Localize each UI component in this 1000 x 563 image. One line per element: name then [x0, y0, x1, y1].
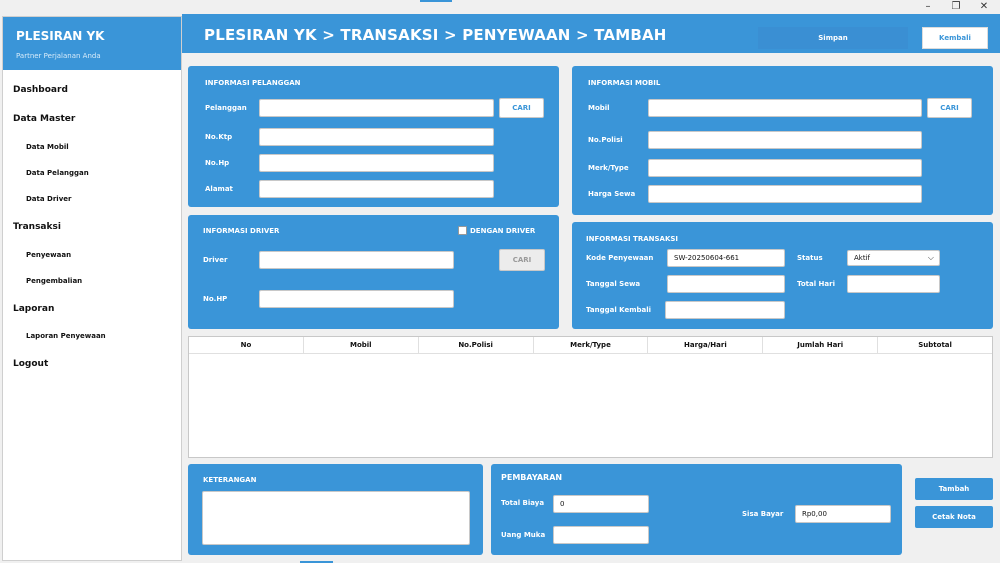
brand-subtitle: Partner Perjalanan Anda — [16, 52, 101, 60]
column-header-no[interactable]: No — [189, 337, 304, 353]
notes-textarea[interactable] — [202, 491, 470, 545]
add-button[interactable]: Tambah — [915, 478, 993, 500]
car-search-button[interactable]: CARI — [927, 98, 972, 118]
print-receipt-button[interactable]: Cetak Nota — [915, 506, 993, 528]
down-payment-input[interactable] — [553, 526, 649, 544]
restore-button[interactable]: ❐ — [951, 1, 961, 12]
sidebar-item-data-pelanggan[interactable]: Data Pelanggan — [26, 169, 89, 177]
rental-price-label: Harga Sewa — [588, 190, 636, 198]
car-label: Mobil — [588, 104, 610, 112]
sidebar-item-transaksi[interactable]: Transaksi — [13, 222, 61, 232]
notes-title: KETERANGAN — [203, 476, 257, 484]
sidebar-item-dashboard[interactable]: Dashboard — [13, 85, 68, 95]
driver-info-title: INFORMASI DRIVER — [203, 227, 280, 235]
rental-date-label: Tanggal Sewa — [586, 280, 641, 288]
window-titlebar — [0, 0, 1000, 14]
customer-search-button[interactable]: CARI — [499, 98, 544, 118]
table-header — [189, 337, 992, 354]
return-date-input[interactable] — [665, 301, 785, 319]
page-title: PLESIRAN YK > TRANSAKSI > PENYEWAAN > TAMBAH — [204, 26, 667, 44]
driver-label: Driver — [203, 256, 228, 264]
driver-phone-label: No.HP — [203, 295, 228, 303]
sidebar-item-data-mobil[interactable]: Data Mobil — [26, 143, 69, 151]
address-label: Alamat — [205, 185, 233, 193]
plate-label: No.Polisi — [588, 136, 623, 144]
sidebar-item-penyewaan[interactable]: Penyewaan — [26, 251, 72, 259]
down-payment-label: Uang Muka — [501, 531, 546, 539]
total-cost-input[interactable] — [553, 495, 649, 513]
status-value: Aktif — [854, 254, 870, 262]
minimize-button[interactable]: – — [925, 1, 931, 12]
sidebar-item-laporan-penyewaan[interactable]: Laporan Penyewaan — [26, 332, 106, 340]
driver-info-panel — [188, 215, 559, 329]
customer-phone-label: No.Hp — [205, 159, 230, 167]
sidebar — [2, 16, 182, 561]
total-days-input[interactable] — [847, 275, 940, 293]
customer-phone-input[interactable] — [259, 154, 494, 172]
rental-code-label: Kode Penyewaan — [586, 254, 654, 262]
remaining-label: Sisa Bayar — [742, 510, 784, 518]
column-header-plate[interactable]: No.Polisi — [419, 337, 534, 353]
notes-panel — [188, 464, 483, 555]
sidebar-brand — [3, 17, 181, 70]
transaction-info-panel — [572, 222, 993, 329]
car-info-title: INFORMASI MOBIL — [588, 79, 661, 87]
remaining-input[interactable] — [795, 505, 891, 523]
column-header-car[interactable]: Mobil — [304, 337, 419, 353]
car-info-panel — [572, 66, 993, 215]
driver-input[interactable] — [259, 251, 454, 269]
plate-input[interactable] — [648, 131, 922, 149]
sidebar-item-data-driver[interactable]: Data Driver — [26, 195, 72, 203]
driver-phone-input[interactable] — [259, 290, 454, 308]
chevron-down-icon: ⌵ — [927, 253, 934, 262]
ktp-label: No.Ktp — [205, 133, 233, 141]
column-header-subtotal[interactable]: Subtotal — [918, 341, 952, 349]
payment-title: PEMBAYARAN — [501, 473, 563, 482]
sidebar-item-data-master[interactable]: Data Master — [13, 114, 76, 124]
back-button[interactable]: Kembali — [922, 27, 988, 49]
status-label: Status — [797, 254, 823, 262]
column-header-price-per-day[interactable]: Harga/Hari — [648, 337, 763, 353]
return-date-label: Tanggal Kembali — [586, 306, 652, 314]
payment-panel — [491, 464, 902, 555]
save-button[interactable]: Simpan — [758, 27, 908, 49]
total-days-label: Total Hari — [797, 280, 835, 288]
with-driver-checkbox[interactable] — [458, 226, 467, 235]
sidebar-item-laporan[interactable]: Laporan — [13, 304, 55, 314]
customer-info-title: INFORMASI PELANGGAN — [205, 79, 301, 87]
with-driver-label: DENGAN DRIVER — [470, 227, 536, 235]
rental-date-input[interactable] — [667, 275, 785, 293]
status-select[interactable] — [847, 250, 940, 266]
titlebar-accent — [420, 0, 452, 2]
address-input[interactable] — [259, 180, 494, 198]
brand-type-input[interactable] — [648, 159, 922, 177]
rental-code-input[interactable] — [667, 249, 785, 267]
total-cost-label: Total Biaya — [501, 499, 545, 507]
ktp-input[interactable] — [259, 128, 494, 146]
column-header-brand-type[interactable]: Merk/Type — [534, 337, 649, 353]
page-header — [182, 14, 1000, 53]
brand-type-label: Merk/Type — [588, 164, 629, 172]
driver-search-button[interactable]: CARI — [499, 249, 545, 271]
customer-label: Pelanggan — [205, 104, 247, 112]
column-header-days[interactable]: Jumlah Hari — [763, 337, 878, 353]
close-button[interactable]: ✕ — [979, 1, 989, 12]
customer-input[interactable] — [259, 99, 494, 117]
transaction-info-title: INFORMASI TRANSAKSI — [586, 235, 679, 243]
sidebar-item-logout[interactable]: Logout — [13, 359, 49, 369]
rental-price-input[interactable] — [648, 185, 922, 203]
car-input[interactable] — [648, 99, 922, 117]
sidebar-item-pengembalian[interactable]: Pengembalian — [26, 277, 83, 285]
customer-info-panel — [188, 66, 559, 207]
rental-items-table[interactable] — [188, 336, 993, 458]
brand-title: PLESIRAN YK — [16, 29, 105, 43]
